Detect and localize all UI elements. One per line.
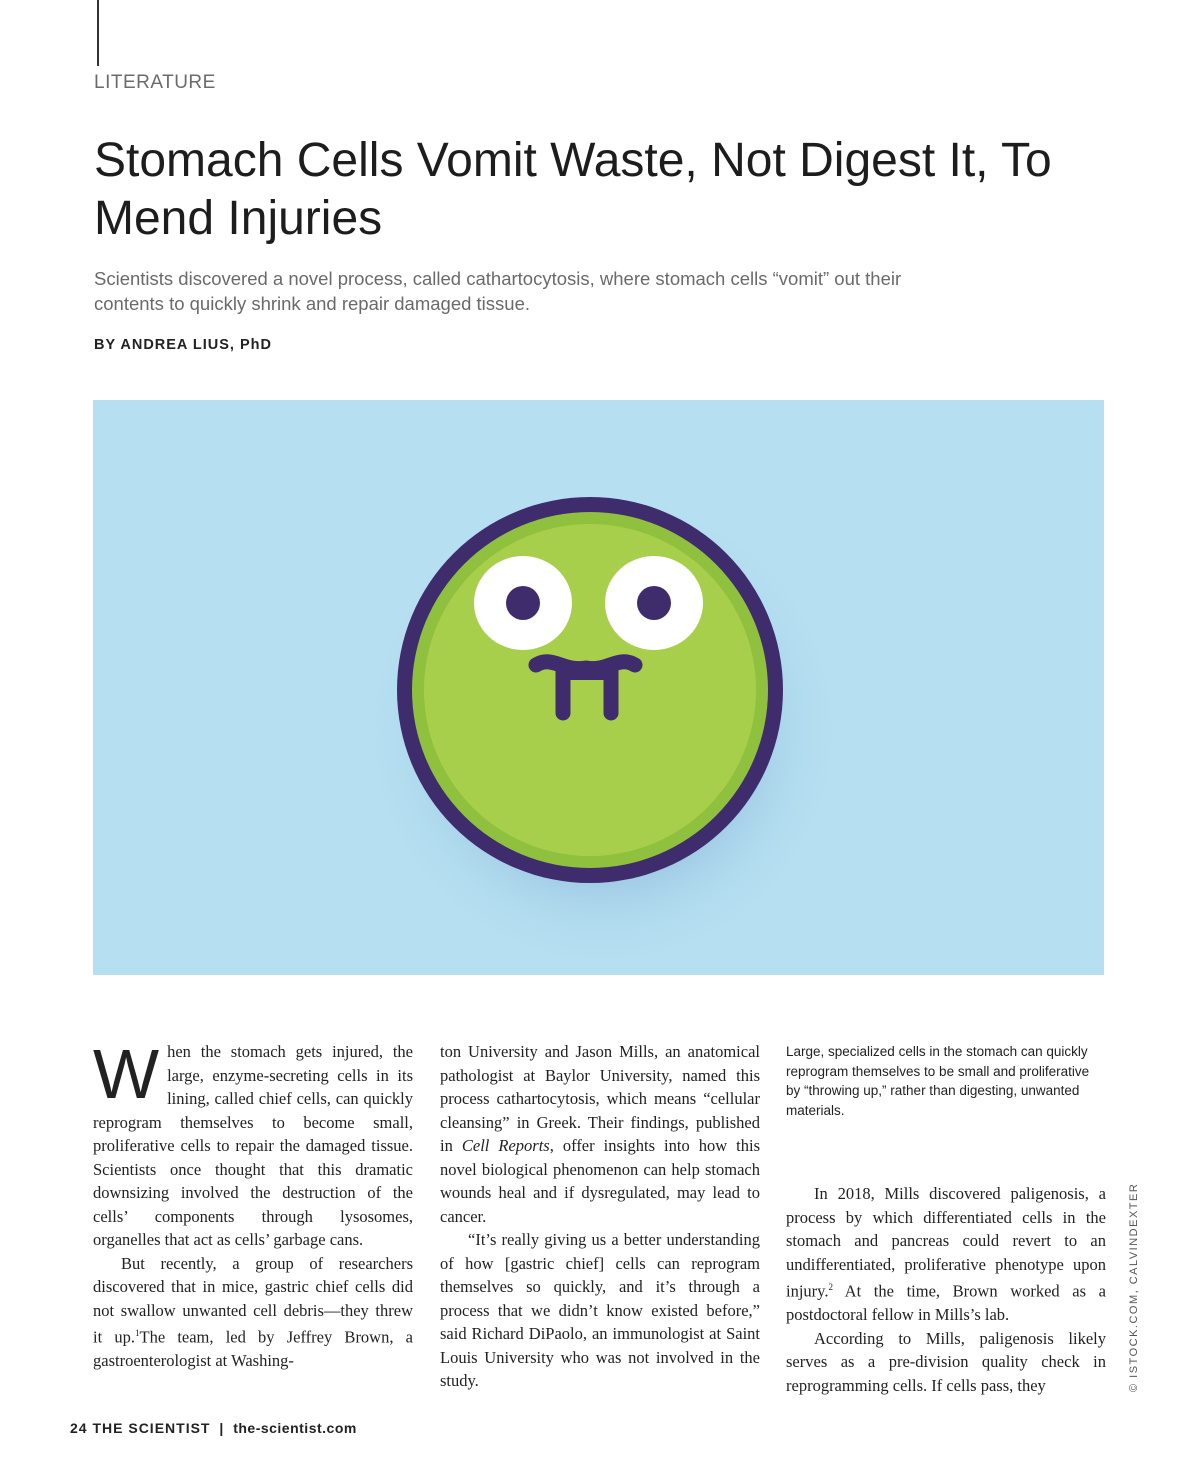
paragraph: “It’s really giving us a better understanding of how [gastric chief] cells can reprogram themselves so quickly, and it’s through a process that we didn’t know existed before,” said Richard DiPaolo, an immunologist at Saint Louis University who was not involved in the study. [440, 1230, 760, 1390]
body-column-2 [440, 1040, 760, 1393]
right-pupil [637, 586, 671, 620]
paragraph [93, 1035, 413, 1252]
page-number: 24 [70, 1420, 88, 1436]
magazine-name: THE SCIENTIST [92, 1420, 211, 1436]
paragraph: According to Mills, paligenosis likely serves as a pre-division quality check in reprogramming cells. If cells pass, they [786, 1328, 1106, 1395]
dek: Scientists discovered a novel process, called cathartocytosis, where stomach cells “vomit” out their contents to quickly shrink and repair damaged tissue. [94, 268, 902, 314]
top-rule [97, 0, 99, 66]
reference-marker: 1 [134, 1328, 140, 1338]
body-column-1 [93, 1035, 413, 1373]
paragraph-text: But recently, a group of researchers discovered that in mice, gastric chief cells did not swallow unwanted cell debris—they threw it up. [93, 1253, 413, 1347]
face-fill [424, 524, 756, 856]
paragraph [440, 1040, 760, 1228]
reference-marker: 2 [828, 1282, 833, 1292]
hero-illustration [93, 400, 1104, 975]
body-column-3 [786, 1182, 1106, 1397]
paragraph-text: In 2018, Mills discovered paligenosis, a process by which differentiated cells in the stomach and pancreas could revert to an undifferentiated, proliferative phenotype upon injury. [786, 1184, 1106, 1301]
paragraph [786, 1182, 1106, 1327]
paragraph-text: The team, led by Jeffrey Brown, a gastroenterologist at Washing- [93, 1327, 413, 1370]
left-pupil [506, 586, 540, 620]
page-footer [70, 1420, 357, 1436]
byline: BY ANDREA LIUS, PhD [94, 337, 272, 353]
nauseous-face-icon [93, 400, 1104, 975]
journal-name: Cell Reports [461, 1136, 550, 1155]
paragraph-text: At the time, Brown worked as a postdoctoral fellow in Mills’s lab. [786, 1281, 1106, 1324]
drop-cap: W [93, 1035, 160, 1113]
paragraph-text: ton University and Jason Mills, an anatomical pathologist at Baylor University, named this process cathartocytosis, which means “cellular cleansing” in Greek. Their findings, published in [440, 1042, 760, 1155]
headline: Stomach Cells Vomit Waste, Not Digest It, To Mend Injuries [94, 134, 1052, 245]
image-caption: Large, specialized cells in the stomach can quickly reprogram themselves to be small and proliferative by “throwing up,” rather than digesting, unwanted materials. [786, 1044, 1090, 1118]
website-link[interactable]: the-scientist.com [233, 1420, 357, 1436]
paragraph-text: , offer insights into how this novel biological phenomenon can help stomach wounds heal and if dysregulated, may lead to cancer. [440, 1136, 760, 1226]
paragraph-text: hen the stomach gets injured, the large, enzyme-secreting cells in its lining, called chief cells, can quickly reprogram themselves to become small, proliferative cells to repair the damaged tissue. Scientists once thought that this dramatic downsizing involved the destruction of the cells’ components through lysosomes, organelles that act as cells’ garbage cans. [93, 1042, 413, 1249]
section-label: LITERATURE [94, 72, 216, 93]
paragraph [93, 1252, 413, 1373]
photo-credit: © ISTOCK.COM, CALVINDEXTER [1128, 1182, 1140, 1392]
mouth-fill [563, 670, 611, 680]
footer-separator: | [219, 1420, 225, 1436]
mouth [536, 662, 635, 669]
